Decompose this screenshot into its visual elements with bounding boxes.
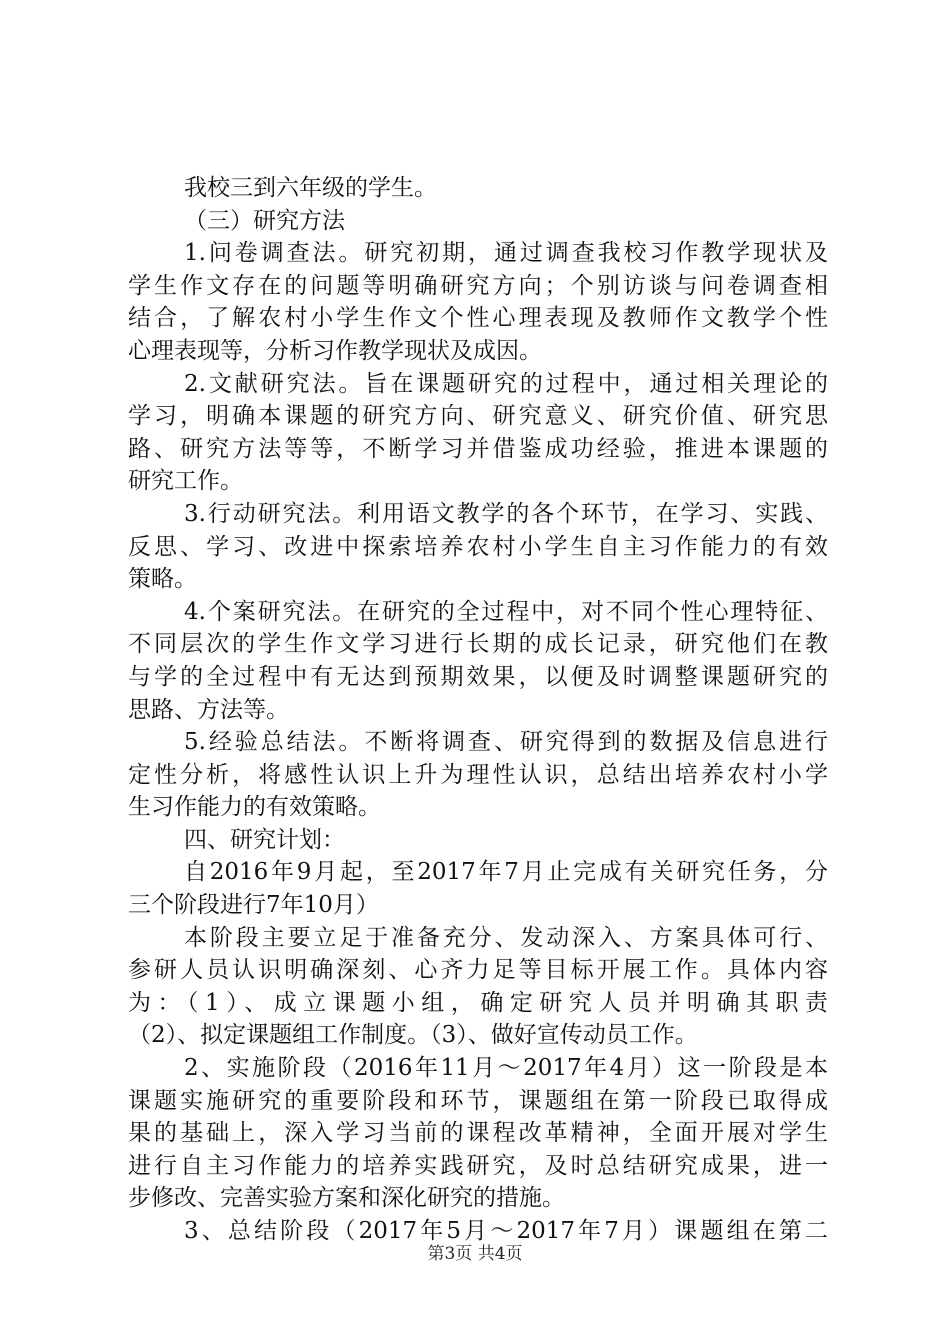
text-line: 定性分析，将感性认识上升为理性认识，总结出培养农村小学	[128, 761, 828, 788]
text-line: 3.行动研究法。利用语文教学的各个环节，在学习、实践、	[184, 500, 828, 527]
text-line: 心理表现等，分析习作教学现状及成因。	[128, 337, 542, 364]
text-line: 三个阶段进行7年10月）	[128, 892, 379, 919]
text-line: 进行自主习作能力的培养实践研究，及时总结研究成果，进一	[128, 1152, 828, 1179]
text-line: 3、总结阶段（2017年5月～2017年7月）课题组在第二	[184, 1218, 828, 1244]
document-body	[128, 172, 828, 1248]
text-line: 策略。	[128, 566, 197, 593]
text-line: 2.文献研究法。旨在课题研究的过程中，通过相关理论的	[184, 370, 828, 397]
text-line: 5.经验总结法。不断将调查、研究得到的数据及信息进行	[184, 729, 828, 756]
text-line: 四、研究计划：	[184, 826, 345, 853]
text-line: （2）、拟定课题组工作制度。（3）、做好宣传动员工作。	[128, 1022, 698, 1049]
text-line: 学习，明确本课题的研究方向、研究意义、研究价值、研究思	[128, 403, 828, 430]
text-line: 1.问卷调查法。研究初期，通过调查我校习作教学现状及	[184, 240, 828, 267]
text-line: 思路、方法等。	[128, 696, 289, 723]
text-line: 生习作能力的有效策略。	[128, 794, 381, 821]
text-line: 自2016年9月起，至2017年7月止完成有关研究任务，分	[184, 859, 828, 886]
text-line: 为：（1）、成立课题小组，确定研究人员并明确其职责	[128, 989, 828, 1016]
text-line: 4.个案研究法。在研究的全过程中，对不同个性心理特征、	[184, 598, 828, 625]
text-line: 本阶段主要立足于准备充分、发动深入、方案具体可行、	[184, 924, 828, 951]
page-footer: 第3页 共4页	[427, 1244, 523, 1264]
text-line: 课题实施研究的重要阶段和环节，课题组在第一阶段已取得成	[128, 1087, 828, 1114]
text-line: 路、研究方法等等，不断学习并借鉴成功经验，推进本课题的	[128, 435, 828, 462]
text-line: 参研人员认识明确深刻、心齐力足等目标开展工作。具体内容	[128, 957, 828, 984]
text-line: （三）研究方法	[184, 207, 345, 234]
text-line: 反思、学习、改进中探索培养农村小学生自主习作能力的有效	[128, 533, 828, 560]
text-line: 研究工作。	[128, 468, 243, 495]
text-line: 果的基础上，深入学习当前的课程改革精神，全面开展对学生	[128, 1120, 828, 1147]
text-line: 步修改、完善实验方案和深化研究的措施。	[128, 1185, 565, 1212]
text-line: 我校三到六年级的学生。	[184, 175, 437, 201]
text-line: 不同层次的学生作文学习进行长期的成长记录，研究他们在教	[128, 631, 828, 658]
text-line: 学生作文存在的问题等明确研究方向；个别访谈与问卷调查相	[128, 272, 828, 299]
text-line: 2、实施阶段（2016年11月～2017年4月）这一阶段是本	[184, 1055, 828, 1082]
text-line: 与学的全过程中有无达到预期效果，以便及时调整课题研究的	[128, 663, 828, 690]
text-line: 结合，了解农村小学生作文个性心理表现及教师作文教学个性	[128, 305, 828, 332]
